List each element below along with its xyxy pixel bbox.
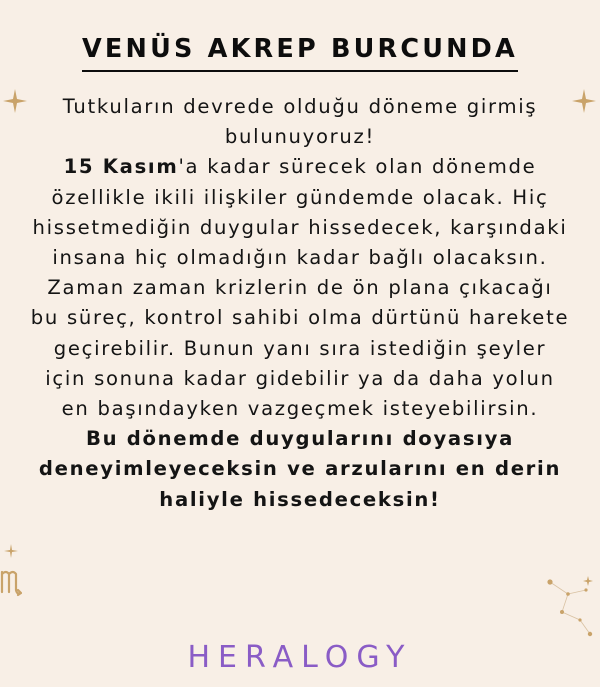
body-text — [30, 92, 570, 515]
brand-logo: HERALOGY — [187, 640, 413, 675]
intro-paragraph: Tutkuların devrede olduğu döneme girmiş bulunuyoruz! — [62, 95, 538, 149]
main-paragraph — [30, 152, 570, 424]
scorpio-glyph-icon — [0, 568, 22, 598]
sparkle-icon — [4, 544, 18, 558]
sparkle-icon — [2, 88, 28, 114]
page-title — [0, 31, 600, 72]
closing-paragraph: Bu dönemde duygularını doyasıya deneyimleyeceksin ve arzularını en derin haliyle hissedeceksin! — [38, 427, 562, 511]
main-paragraph-text: 'a kadar sürecek olan dönemde özellikle ikili ilişkiler gündemde olacak. Hiç hissetmediğin duygular hissedecek, karşındaki insana hiç olmadığın kadar bağlı olacaksın. Zaman zaman krizlerin de ön plana çıkacağı bu süreç, kontrol sahibi olma dürtünü harekete geçirebilir. Bunun yanı sıra istediğin şeyler için sonuna kadar gidebilir ya da daha yolun en başındayken vazgeçmek isteyebilirsin. — [30, 155, 570, 421]
sparkle-icon — [571, 88, 597, 114]
date-highlight: 15 Kasım — [63, 155, 179, 179]
constellation-icon — [540, 572, 600, 642]
title-text: VENÜS AKREP BURCUNDA — [82, 31, 518, 72]
